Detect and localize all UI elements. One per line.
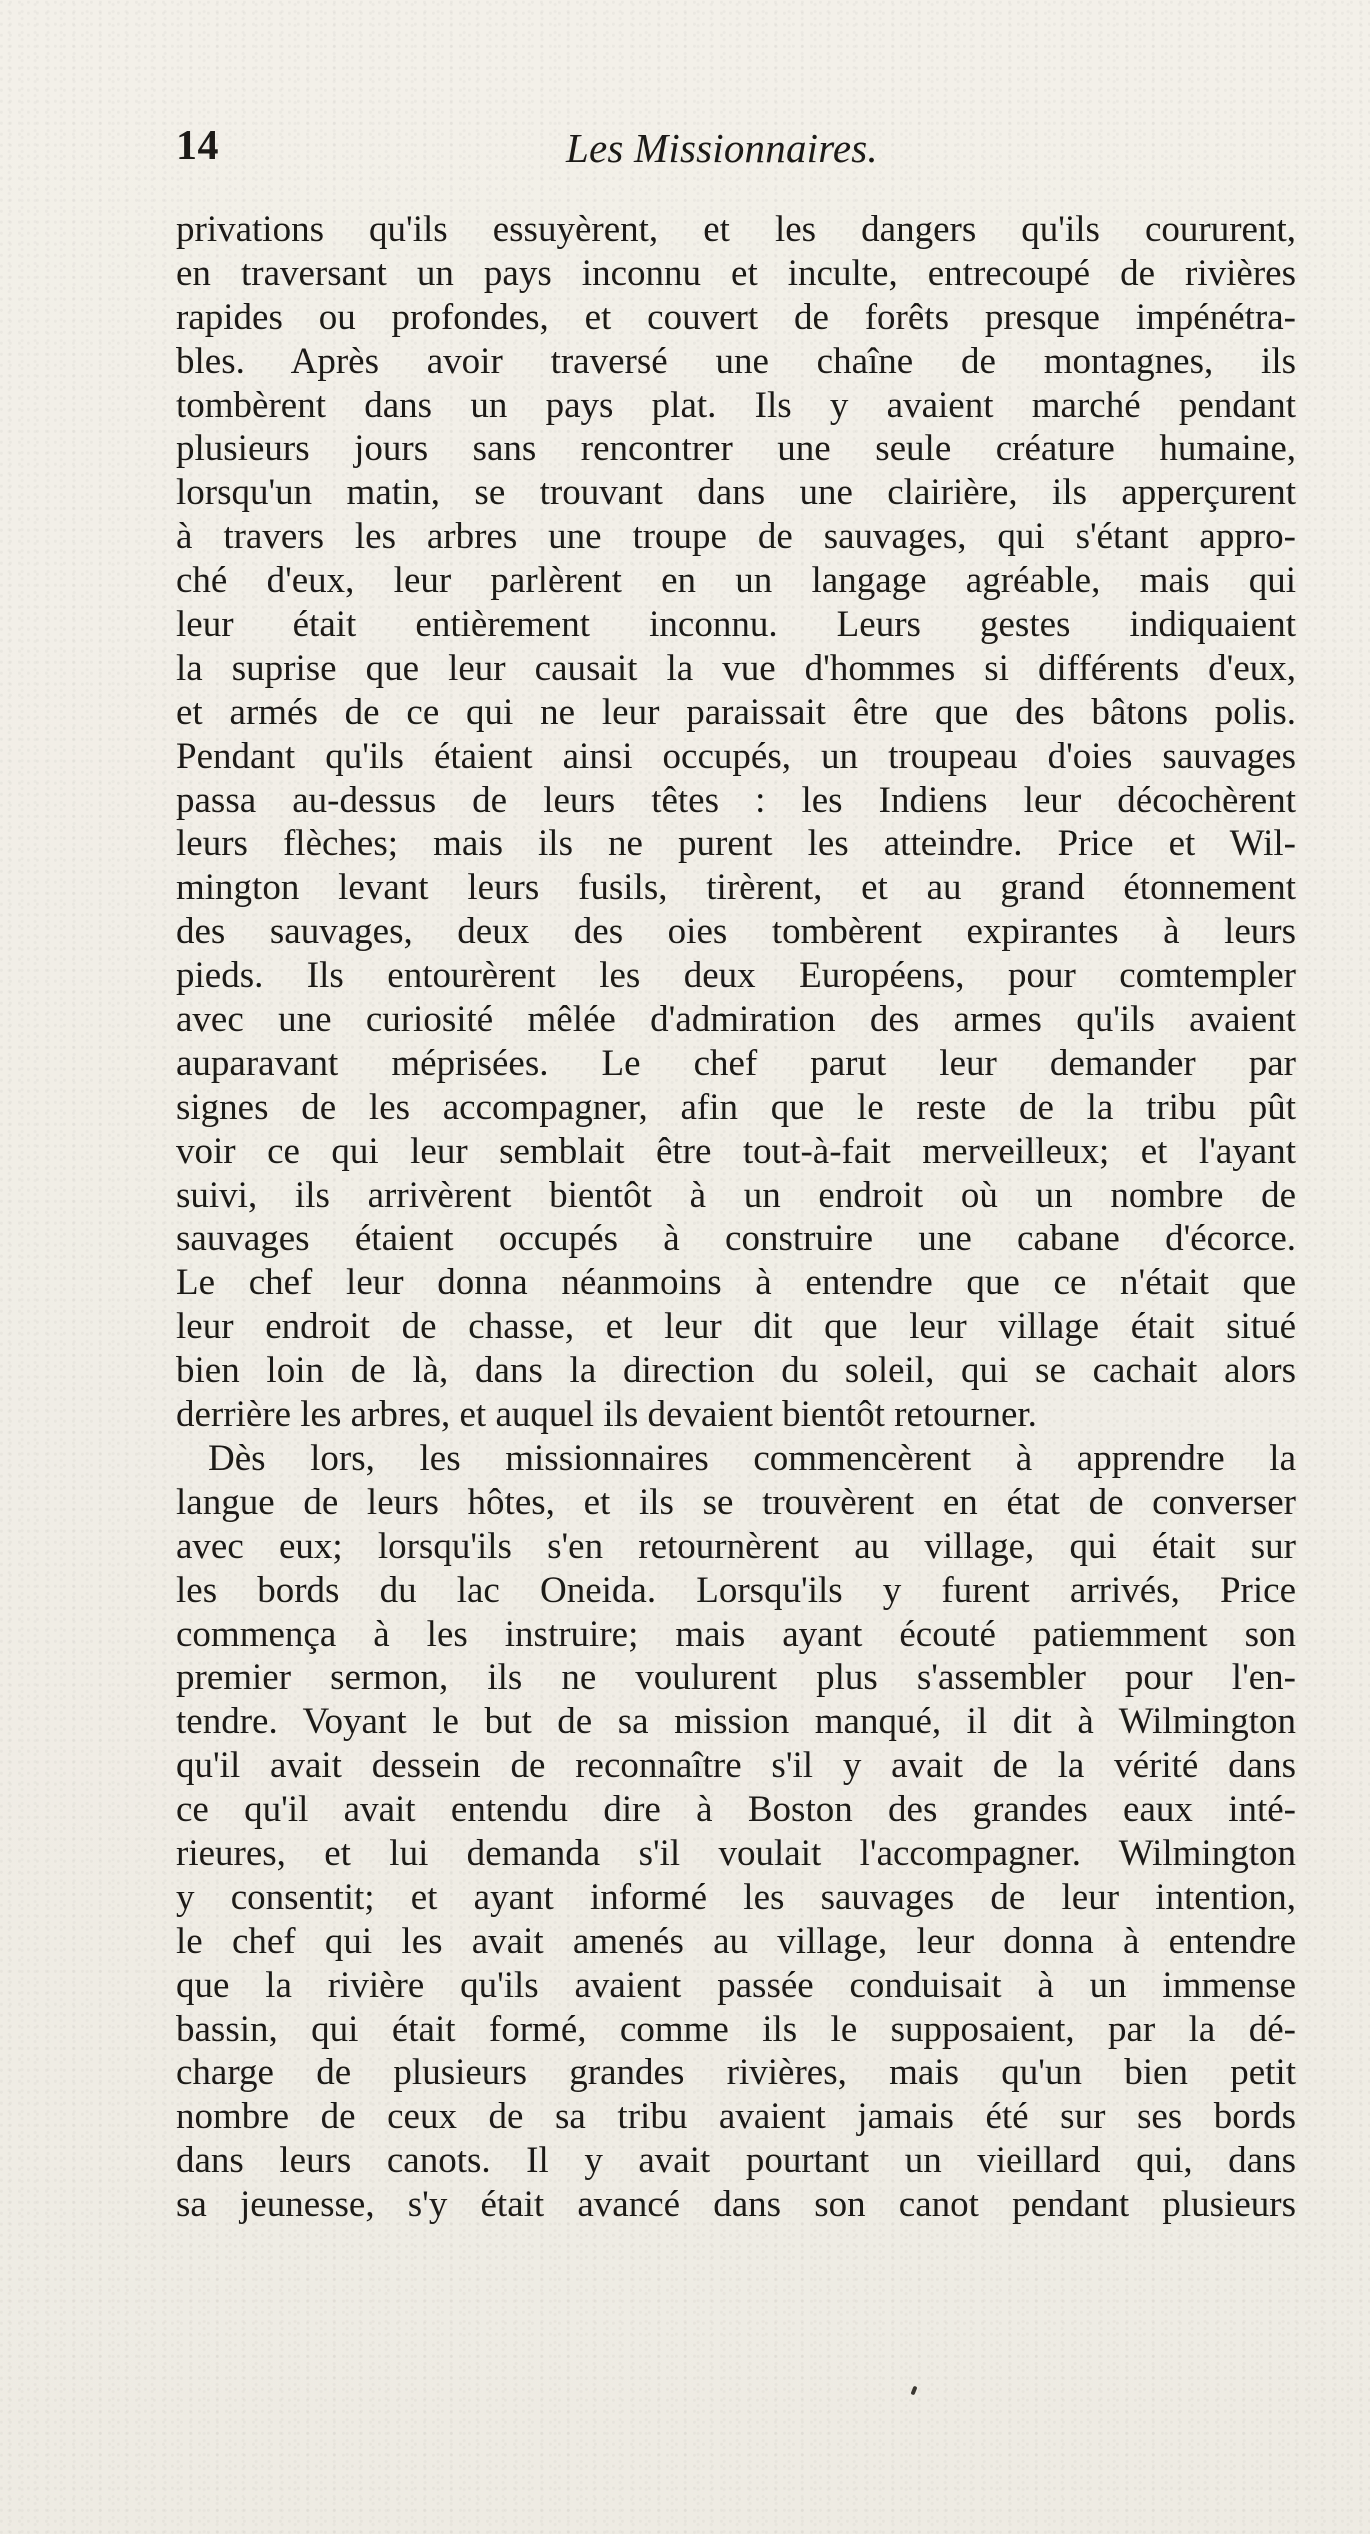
text-line: nombre de ceux de sa tribu avaient jamais été sur ses bords <box>176 2096 1296 2138</box>
text-line: y consentit; et ayant informé les sauvages de leur intention, <box>176 1876 1296 1918</box>
text-line: bles. Après avoir traversé une chaîne de montagnes, ils <box>176 340 1296 382</box>
text-line: que la rivière qu'ils avaient passée conduisait à un immense <box>176 1964 1296 2006</box>
text-line: premier sermon, ils ne voulurent plus s'assembler pour l'en- <box>176 1657 1296 1699</box>
text-line: privations qu'ils essuyèrent, et les dangers qu'ils coururent, <box>176 209 1296 250</box>
text-line: tendre. Voyant le but de sa mission manqué, il dit à Wilmington <box>176 1701 1296 1743</box>
text-line: auparavant méprisées. Le chef parut leur demander par <box>176 1042 1296 1084</box>
text-line: leur était entièrement inconnu. Leurs gestes indiquaient <box>176 604 1296 646</box>
text-line: plusieurs jours sans rencontrer une seule créature humaine, <box>176 428 1296 470</box>
text-line: ce qu'il avait entendu dire à Boston des grandes eaux inté- <box>176 1789 1296 1831</box>
page-header <box>176 122 1176 182</box>
text-line: mington levant leurs fusils, tirèrent, et au grand étonnement <box>176 867 1296 909</box>
text-line: Pendant qu'ils étaient ainsi occupés, un troupeau d'oies sauvages <box>176 735 1296 777</box>
text-line: avec eux; lorsqu'ils s'en retournèrent au village, qui était sur <box>176 1525 1296 1567</box>
page-number: 14 <box>176 123 219 169</box>
text-line: langue de leurs hôtes, et ils se trouvèrent en état de converser <box>176 1481 1296 1523</box>
text-line: passa au-dessus de leurs têtes : les Indiens leur décochèrent <box>176 779 1296 821</box>
text-line: sa jeunesse, s'y était avancé dans son canot pendant plusieurs <box>176 2184 1296 2226</box>
text-line: signes de les accompagner, afin que le reste de la tribu pût <box>176 1086 1296 1128</box>
text-line: derrière les arbres, et auquel ils devaient bientôt retourner. <box>176 1394 1037 1436</box>
text-line: leur endroit de chasse, et leur dit que leur village était situé <box>176 1306 1296 1348</box>
text-line: bassin, qui était formé, comme ils le supposaient, par la dé- <box>176 2008 1296 2050</box>
text-line: la suprise que leur causait la vue d'hommes si différents d'eux, <box>176 647 1296 689</box>
text-line: des sauvages, deux des oies tombèrent expirantes à leurs <box>176 911 1296 953</box>
text-line: sauvages étaient occupés à construire une cabane d'écorce. <box>176 1218 1296 1260</box>
text-line: tombèrent dans un pays plat. Ils y avaient marché pendant <box>176 384 1296 426</box>
text-line: leurs flèches; mais ils ne purent les atteindre. Price et Wil- <box>176 823 1296 865</box>
text-line: avec une curiosité mêlée d'admiration des armes qu'ils avaient <box>176 999 1296 1041</box>
ink-mark <box>910 2386 917 2396</box>
text-line: le chef qui les avait amenés au village, leur donna à entendre <box>176 1920 1296 1962</box>
paragraph-start-line: Dès lors, les missionnaires commencèrent à apprendre la <box>208 1437 1296 1479</box>
text-line: à travers les arbres une troupe de sauvages, qui s'étant appro- <box>176 516 1296 558</box>
text-line: charge de plusieurs grandes rivières, mais qu'un bien petit <box>176 2052 1296 2094</box>
text-line: Le chef leur donna néanmoins à entendre que ce n'était que <box>176 1262 1296 1304</box>
text-line: pieds. Ils entourèrent les deux Européens, pour comtempler <box>176 955 1296 997</box>
text-line: lorsqu'un matin, se trouvant dans une clairière, ils apperçurent <box>176 472 1296 514</box>
text-line: voir ce qui leur semblait être tout-à-fait merveilleux; et l'ayant <box>176 1130 1296 1172</box>
text-line: rieures, et lui demanda s'il voulait l'accompagner. Wilmington <box>176 1832 1296 1874</box>
text-line: en traversant un pays inconnu et inculte, entrecoupé de rivières <box>176 252 1296 294</box>
running-head: Les Missionnaires. <box>566 125 878 171</box>
text-line: les bords du lac Oneida. Lorsqu'ils y furent arrivés, Price <box>176 1569 1296 1611</box>
text-line: rapides ou profondes, et couvert de forêts presque impénétra- <box>176 296 1296 338</box>
text-line: dans leurs canots. Il y avait pourtant un vieillard qui, dans <box>176 2140 1296 2182</box>
text-line: qu'il avait dessein de reconnaître s'il y avait de la vérité dans <box>176 1745 1296 1787</box>
body-text <box>176 208 1296 2227</box>
text-line: commença à les instruire; mais ayant écouté patiemment son <box>176 1613 1296 1655</box>
text-line: bien loin de là, dans la direction du soleil, qui se cachait alors <box>176 1350 1296 1392</box>
text-line: et armés de ce qui ne leur paraissait être que des bâtons polis. <box>176 691 1296 733</box>
text-line: suivi, ils arrivèrent bientôt à un endroit où un nombre de <box>176 1174 1296 1216</box>
text-line: ché d'eux, leur parlèrent en un langage agréable, mais qui <box>176 560 1296 602</box>
